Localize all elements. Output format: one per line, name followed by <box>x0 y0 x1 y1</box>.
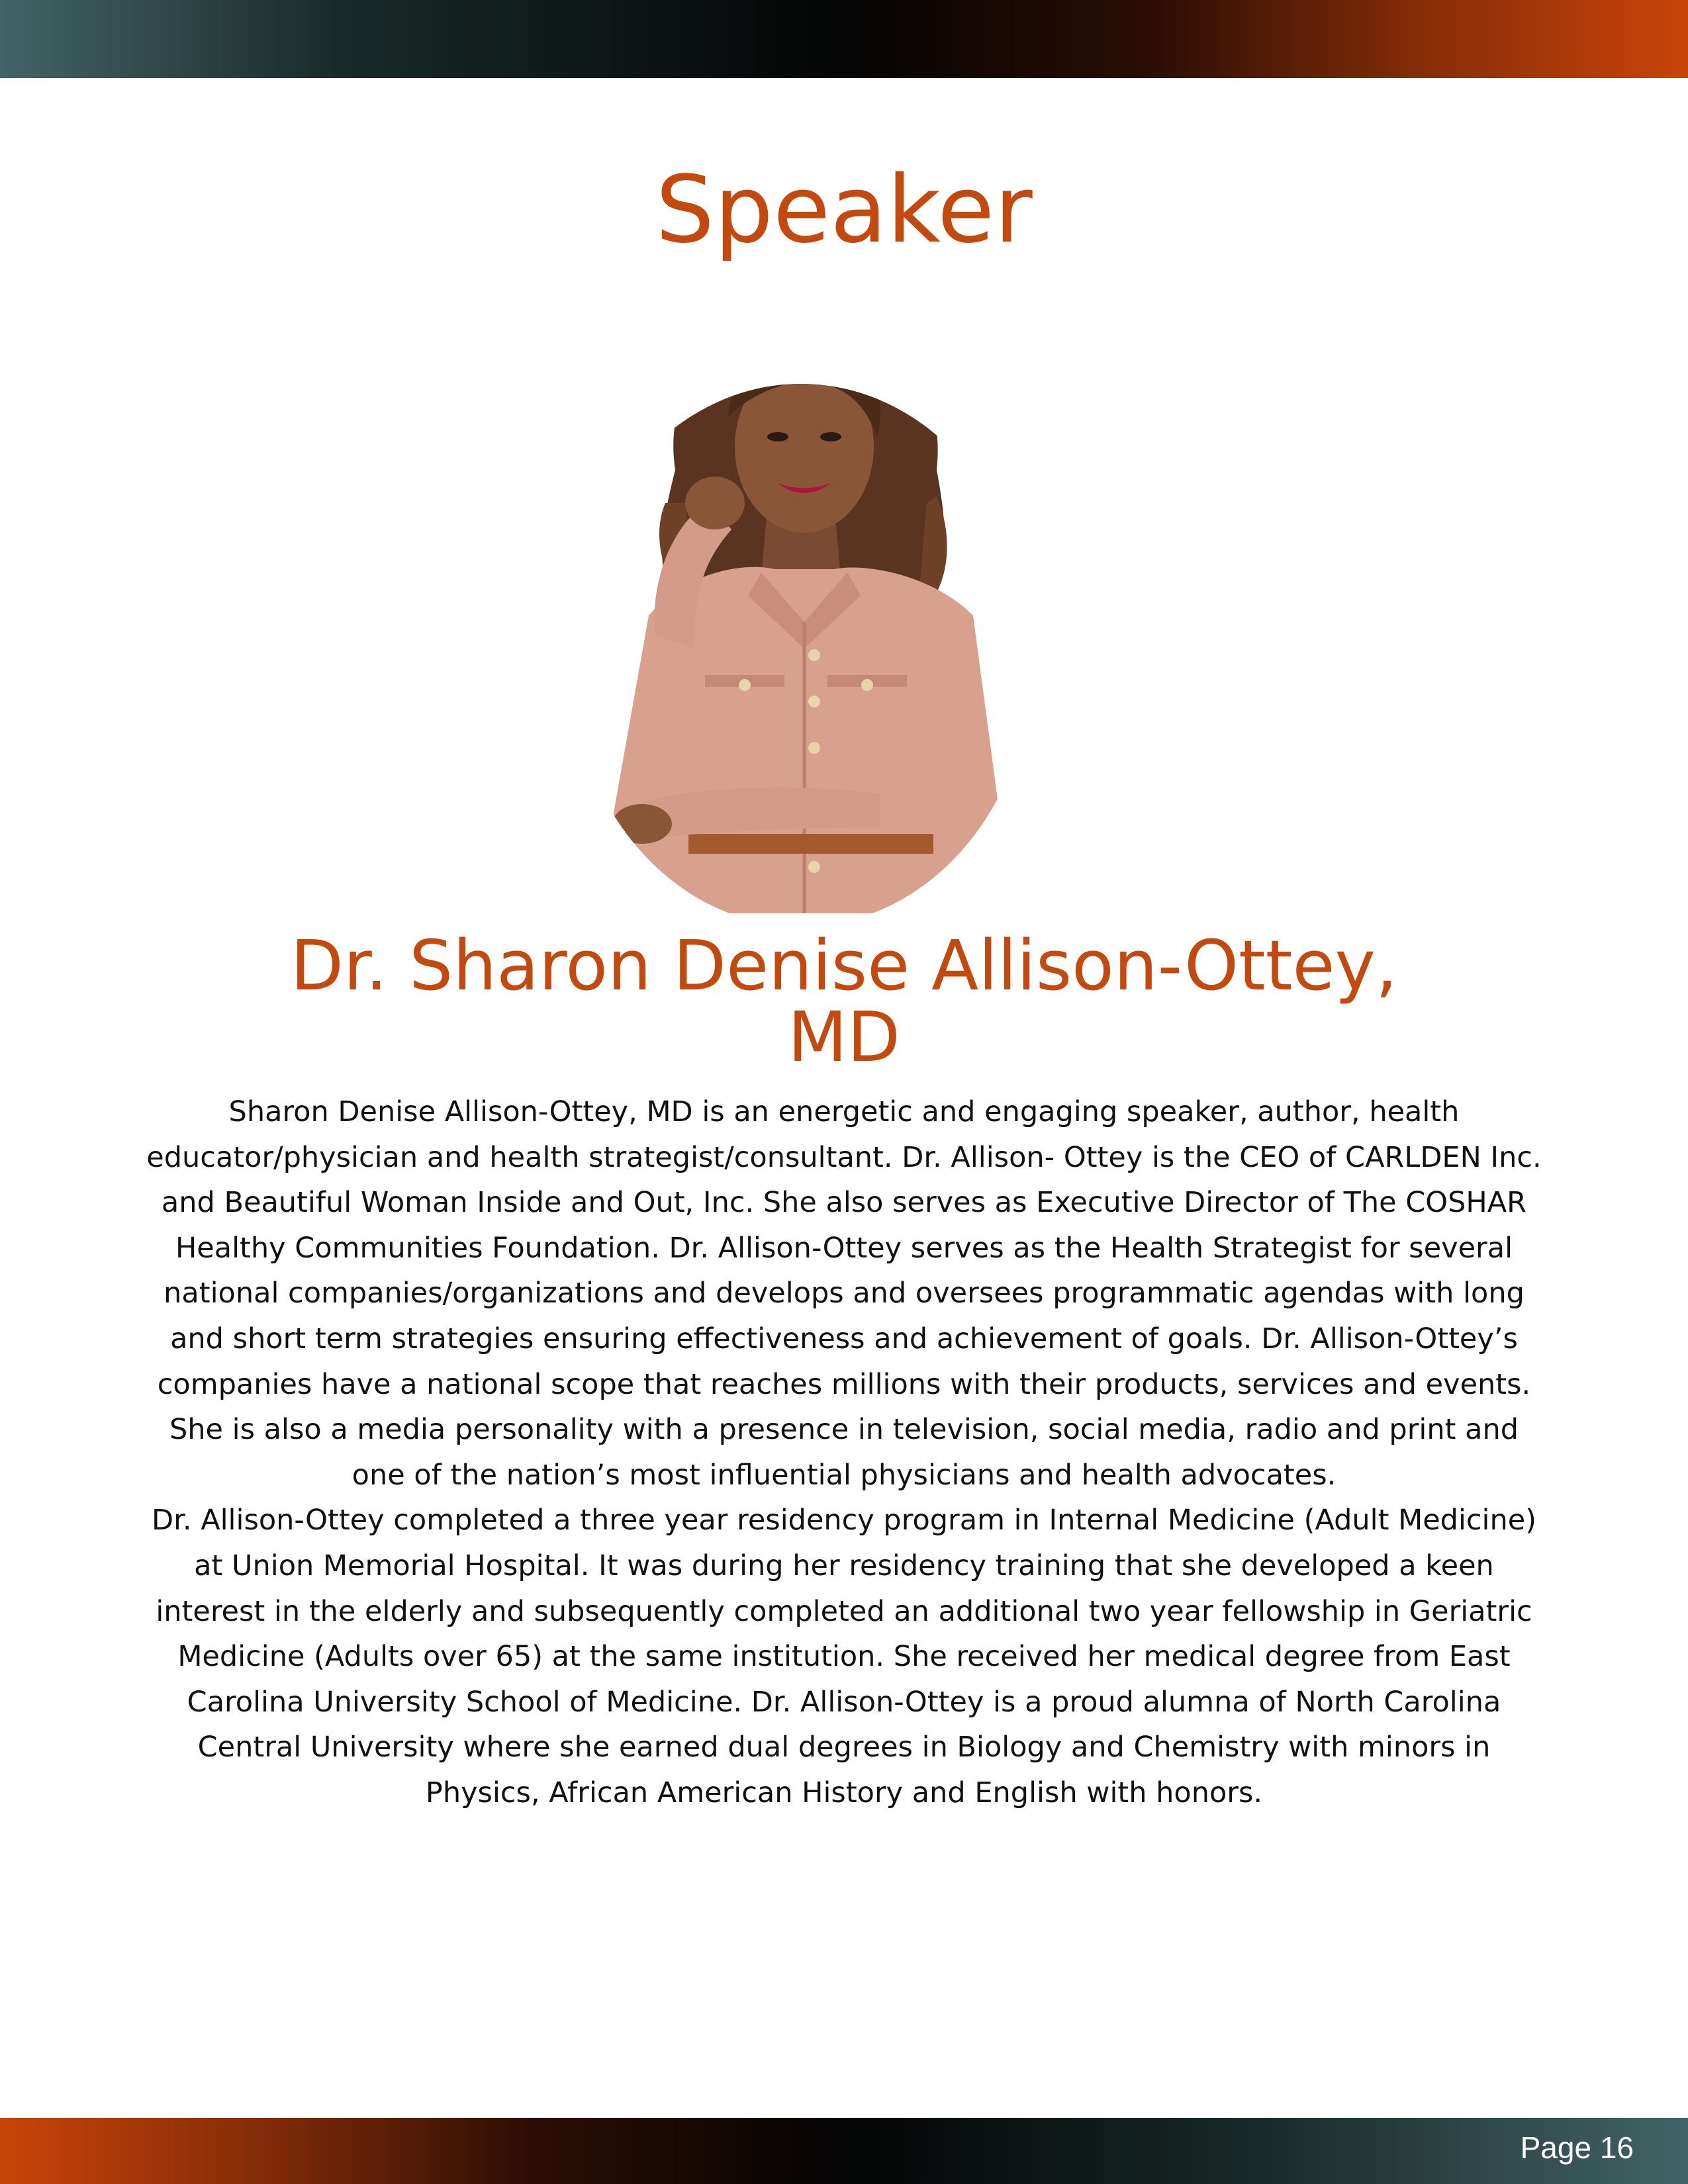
speaker-biography <box>142 1089 1546 1816</box>
footer-gradient-band <box>0 2118 1688 2184</box>
speaker-portrait <box>549 304 1053 913</box>
speaker-name-line-1: Dr. Sharon Denise Allison-Ottey, <box>290 925 1398 1006</box>
bio-paragraph-2: Dr. Allison-Ottey completed a three year residency program in Internal Medicine (Adult Medicine) at Union Memorial Hospital. It was during her residency training that she developed a keen interest in the elderly and subsequently completed an additional two year fellowship in Geriatric Medicine (Adults over 65) at the same institution. She received her medical degree from East Carolina University School of Medicine. Dr. Allison-Ottey is a proud alumna of North Carolina Central University where she earned dual degrees in Biology and Chemistry with minors in Physics, African American History and English with honors. <box>152 1504 1536 1809</box>
page-title: Speaker <box>655 156 1033 264</box>
speaker-name-line-2: MD <box>788 997 900 1077</box>
page-number: Page 16 <box>1520 2130 1634 2165</box>
header-gradient-band <box>0 0 1688 78</box>
speaker-name <box>132 925 1556 1077</box>
bio-paragraph-1: Sharon Denise Allison-Ottey, MD is an energetic and engaging speaker, author, health educator/physician and health strategist/consultant. Dr. Allison- Ottey is the CEO of CARLDEN Inc. and Beautiful Woman Inside and Out, Inc. She also serves as Executive Director of The COSHAR Healthy Communities Foundation. Dr. Allison-Ottey serves as the Health Strategist for several national companies/organizations and develops and oversees programmatic agendas with long and short term strategies ensuring effectiveness and achievement of goals. Dr. Allison-Ottey’s companies have a national scope that reaches millions with their products, services and events. She is also a media personality with a presence in television, social media, radio and print and one of the nation’s most influential physicians and health advocates. <box>146 1095 1542 1492</box>
